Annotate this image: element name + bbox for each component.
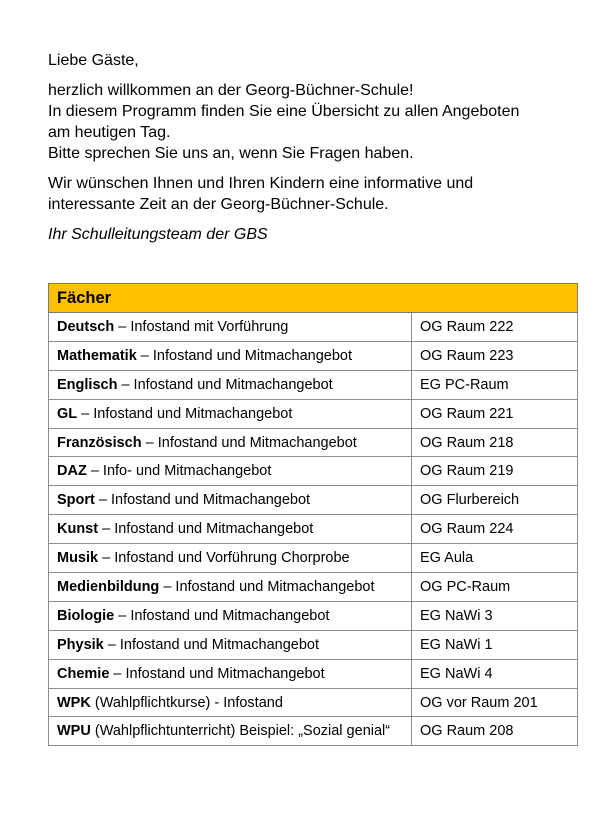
offer-description: (Wahlpflichtkurse) - Infostand [90,694,283,711]
table-row [49,544,578,573]
subject-name: Sport [57,492,95,509]
table-row [49,486,578,515]
subject-name: Biologie [57,607,115,624]
room-cell: OG Raum 223 [412,341,578,370]
room-cell: OG Raum 222 [412,313,578,342]
room-cell: EG NaWi 4 [412,659,578,688]
intro-text [48,50,588,254]
room-cell: OG Raum 218 [412,428,578,457]
table-row [49,688,578,717]
table-row [49,370,578,399]
table-header-row [49,284,578,313]
offer-cell [49,688,412,717]
subjects-table [48,283,578,746]
offer-description: – Infostand und Mitmachangebot [141,434,357,451]
table-row [49,428,578,457]
greeting: Liebe Gäste, [48,52,139,69]
subject-name: Mathematik [57,347,137,364]
room-cell: EG PC-Raum [412,370,578,399]
welcome-paragraph [48,80,588,164]
subject-name: Französisch [57,434,142,451]
offer-description: – Info- und Mitmachangebot [86,463,272,480]
offer-cell [49,399,412,428]
room-cell: OG Raum 208 [412,717,578,746]
table-row [49,313,578,342]
table-row [49,601,578,630]
subject-name: Musik [57,550,99,567]
offer-description: – Infostand und Mitmachangebot [117,376,333,393]
room-cell: OG Flurbereich [412,486,578,515]
table-header: Fächer [49,284,578,313]
offer-description: (Wahlpflichtunterricht) Beispiel: „Sozial genial“ [90,723,391,740]
wishes-line-cont: interessante Zeit an der Georg-Büchner-Schule. [48,196,389,213]
offer-cell [49,457,412,486]
offer-description: – Infostand und Mitmachangebot [136,347,353,364]
subject-name: Deutsch [57,318,115,335]
room-cell: OG vor Raum 201 [412,688,578,717]
subject-name: Medienbildung [57,578,160,595]
offer-cell [49,630,412,659]
welcome-line: herzlich willkommen an der Georg-Büchner-Schule! [48,82,414,99]
room-cell: OG Raum 224 [412,515,578,544]
offer-cell [49,486,412,515]
overview-line-cont: am heutigen Tag. [48,124,171,141]
offer-cell [49,573,412,602]
subject-name: Englisch [57,376,118,393]
offer-cell [49,659,412,688]
room-cell: OG PC-Raum [412,573,578,602]
overview-line: In diesem Programm finden Sie eine Übersicht zu allen Angeboten [48,103,520,120]
offer-description: – Infostand und Mitmachangebot [159,578,375,595]
offer-cell [49,717,412,746]
offer-cell [49,313,412,342]
room-cell: OG Raum 219 [412,457,578,486]
offer-cell [49,428,412,457]
offer-description: – Infostand mit Vorführung [114,318,289,335]
wishes-paragraph [48,173,588,215]
offer-description: – Infostand und Mitmachangebot [109,665,325,682]
room-cell: EG NaWi 1 [412,630,578,659]
wishes-line: Wir wünschen Ihnen und Ihren Kindern eine informative und [48,175,474,192]
offer-cell [49,515,412,544]
offer-cell [49,601,412,630]
offer-cell [49,370,412,399]
table-row [49,515,578,544]
subject-name: DAZ [57,463,87,480]
table-row [49,717,578,746]
room-cell: EG NaWi 3 [412,601,578,630]
subject-name: Kunst [57,521,99,538]
table-row [49,573,578,602]
table-row [49,399,578,428]
table-row [49,630,578,659]
subject-name: WPU [57,723,91,740]
room-cell: EG Aula [412,544,578,573]
table-row [49,457,578,486]
offer-description: – Infostand und Mitmachangebot [103,636,319,653]
table-row [49,341,578,370]
table-row [49,659,578,688]
offer-description: – Infostand und Mitmachangebot [77,405,293,422]
room-cell: OG Raum 221 [412,399,578,428]
subject-name: GL [57,405,78,422]
offer-description: – Infostand und Mitmachangebot [114,607,330,624]
signature: Ihr Schulleitungsteam der GBS [48,226,268,243]
offer-description: – Infostand und Mitmachangebot [94,492,311,509]
offer-cell [49,544,412,573]
offer-description: – Infostand und Mitmachangebot [98,521,314,538]
subject-name: WPK [57,694,91,711]
offer-cell [49,341,412,370]
subject-name: Chemie [57,665,110,682]
offer-description: – Infostand und Vorführung Chorprobe [98,550,350,567]
questions-line: Bitte sprechen Sie uns an, wenn Sie Fragen haben. [48,145,414,162]
subject-name: Physik [57,636,104,653]
